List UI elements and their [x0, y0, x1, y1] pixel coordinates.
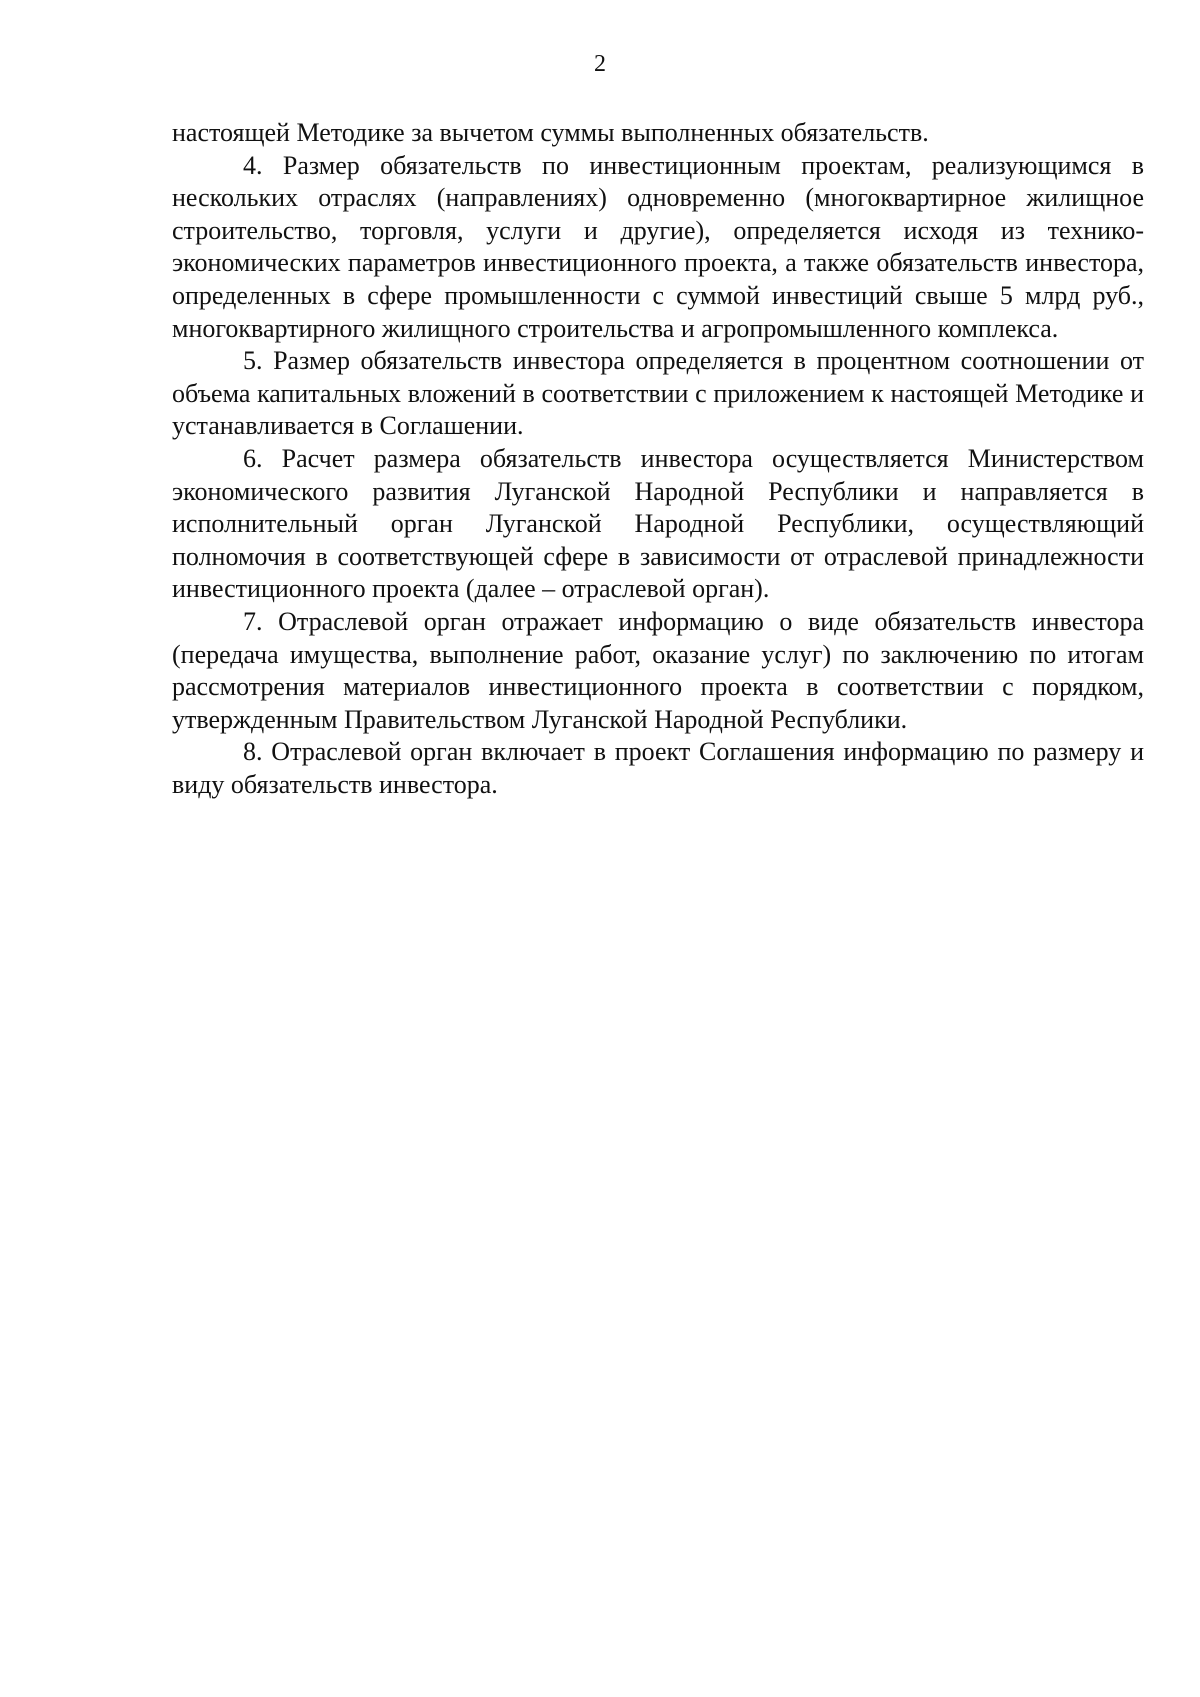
paragraph-item-7: 7. Отраслевой орган отражает информацию о виде обязательств инвестора (передача имущества, выполнение работ, оказание услуг) по заключению по итогам рассмотрения материалов инвестиционного проекта в соответствии с порядком, утвержденным Правительством Луганской Народной Республики.	[172, 606, 1144, 734]
paragraph-item-4: 4. Размер обязательств по инвестиционным проектам, реализующимся в нескольких отраслях (направлениях) одновременно (многоквартирное жилищное строительство, торговля, услуги и другие), определяется исходя из технико-экономических параметров инвестиционного проекта, а также обязательств инвестора, определенных в сфере промышленности с суммой инвестиций свыше 5 млрд руб., многоквартирного жилищного строительства и агропромышленного комплекса.	[172, 150, 1144, 343]
paragraph-continuation: настоящей Методике за вычетом суммы выполненных обязательств.	[172, 118, 929, 147]
document-body	[172, 117, 1144, 801]
paragraph-item-5: 5. Размер обязательств инвестора определяется в процентном соотношении от объема капитальных вложений в соответствии с приложением к настоящей Методике и устанавливается в Соглашении.	[172, 346, 1144, 441]
paragraph-item-8: 8. Отраслевой орган включает в проект Соглашения информацию по размеру и виду обязательств инвестора.	[172, 737, 1144, 799]
page-number: 2	[594, 51, 606, 77]
paragraph-item-6: 6. Расчет размера обязательств инвестора осуществляется Министерством экономического развития Луганской Народной Республики и направляется в исполнительный орган Луганской Народной Республики, осуществляющий полномочия в соответствующей сфере в зависимости от отраслевой принадлежности инвестиционного проекта (далее – отраслевой орган).	[172, 443, 1144, 604]
